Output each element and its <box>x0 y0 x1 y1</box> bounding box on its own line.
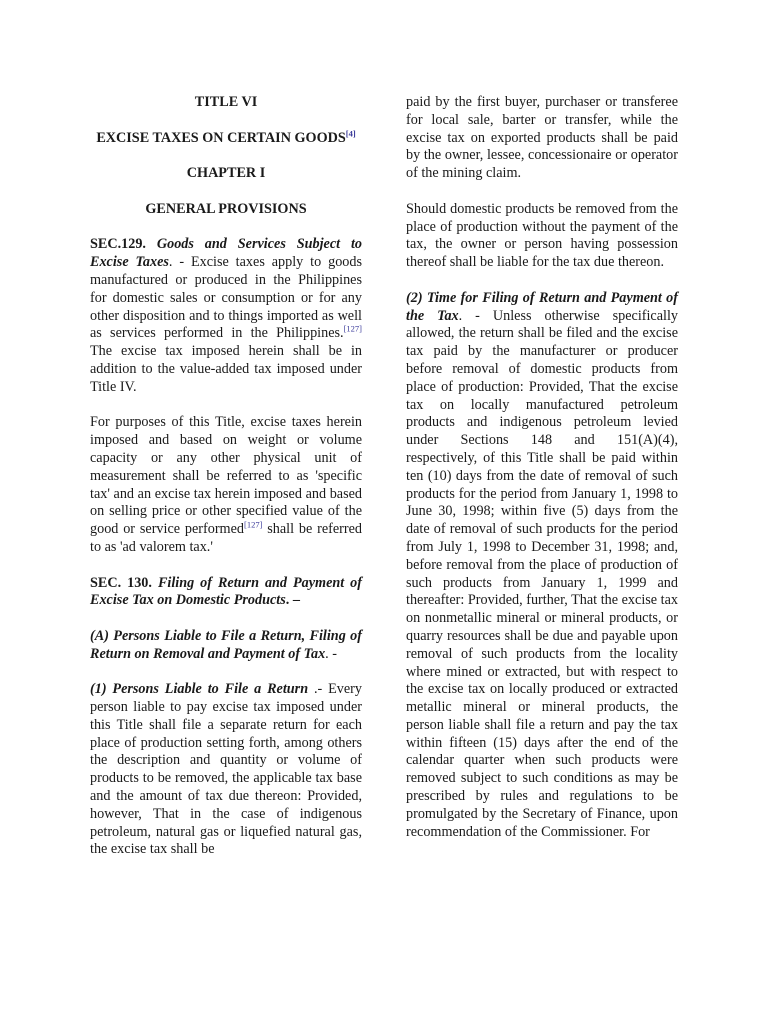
footnote-ref-link[interactable]: [127] <box>343 323 362 334</box>
subsection-a-tail: . - <box>325 645 337 662</box>
subsection-2-paragraph <box>406 290 678 842</box>
purposes-text-cont: shall be referred to as 'ad valorem tax.' <box>90 521 362 555</box>
subsection-1-title: (1) Persons Liable to File a Return <box>90 681 309 698</box>
sec129-title: Goods and Services Subject to Excise Taxes <box>90 236 363 271</box>
sec129-number: SEC.129. <box>90 236 146 253</box>
sec129-text-cont: The excise tax imposed herein shall be in addition to the value-added tax imposed under Title IV. <box>90 343 362 395</box>
title-heading: TITLE VI <box>194 94 258 110</box>
subsection-a-paragraph <box>90 628 362 664</box>
left-column <box>90 94 362 877</box>
sec130-tail: . – <box>285 592 300 609</box>
subsection-1-text: .- Every person liable to pay excise tax imposed under this Title shall file a separate return for each place of production setting forth, among others the description and quantity or volume of products to be removed, the applicable tax base and the amount of tax due thereon: Provided, however, That in the case of indigenous petroleum, natural gas or liquefied natural gas, the excise tax shall be <box>90 681 362 858</box>
right-column <box>406 94 678 859</box>
sec130-paragraph <box>90 575 362 611</box>
chapter-heading: CHAPTER I <box>186 165 266 182</box>
subtitle-heading <box>90 127 362 148</box>
subsection-1-paragraph <box>90 681 362 859</box>
section-heading: GENERAL PROVISIONS <box>145 200 307 217</box>
subsection-2-title: (2) Time for Filing of Return and Payment of the Tax <box>406 289 678 324</box>
footnote-ref-link[interactable]: [4] <box>345 127 356 138</box>
purposes-text: For purposes of this Title, excise taxes herein imposed and based on weight or volume capacity or any other physical unit of measurement shall be referred to as 'specific tax' and an excise tax herein imposed and based on selling price or other specified value of the good or service performed <box>90 414 362 538</box>
footnote-ref-link[interactable]: [127] <box>243 519 263 530</box>
continuation-paragraph: paid by the first buyer, purchaser or transferee for local sale, barter or transfer, while the excise tax on exported products shall be paid by the owner, lessee, concessionaire or operator of the mining claim. <box>406 94 678 182</box>
subtitle-text: EXCISE TAXES ON CERTAIN GOODS <box>96 129 346 146</box>
sec129-text: . - Excise taxes apply to goods manufactured or produced in the Philippines for domestic sales or consumption or for any other disposition and to things imported as well as services performed in the Philippines. <box>90 254 362 342</box>
sec130-number: SEC. 130. <box>90 574 152 591</box>
purposes-paragraph <box>90 414 362 556</box>
subsection-a-title: (A) Persons Liable to File a Return, Filing of Return on Removal and Payment of Tax <box>90 627 362 662</box>
sec129-paragraph <box>90 236 362 396</box>
removal-paragraph: Should domestic products be removed from the place of production without the payment of the tax, the owner or person having possession thereof shall be liable for the tax due thereon. <box>406 200 678 271</box>
sec130-title: Filing of Return and Payment of Excise Tax on Domestic Products <box>90 574 363 609</box>
subsection-2-text: . - Unless otherwise specifically allowed, the return shall be filed and the excise tax paid by the manufacturer or producer before removal of domestic products from place of production: Provided, That the excise tax on locally manufactured petroleum products and indigenous petroleum levied under Sections 148 and 151(A)(4), respectively, of this Title shall be paid within ten (10) days from the date of removal of such products for the period from January 1, 1998 to June 30, 1998; within five (5) days from the date of removal of such products for the period from July 1, 1998 to December 31, 1998; and, before removal from the place of production of such products from January 1, 1999 and thereafter: Provided, further, That the excise tax on nonmetallic mineral or mineral products, or quarry resources shall be due and payable upon removal of such products from the locality where mined or extracted, but with respect to the excise tax on locally produced or extracted metallic mineral or mineral products, the person liable shall file a return and pay the tax within fifteen (15) days after the end of the calendar quarter when such products were removed subject to such conditions as may be prescribed by rules and regulations to be promulgated by the Secretary of Finance, upon recommendation of the Commissioner. For <box>406 307 678 840</box>
